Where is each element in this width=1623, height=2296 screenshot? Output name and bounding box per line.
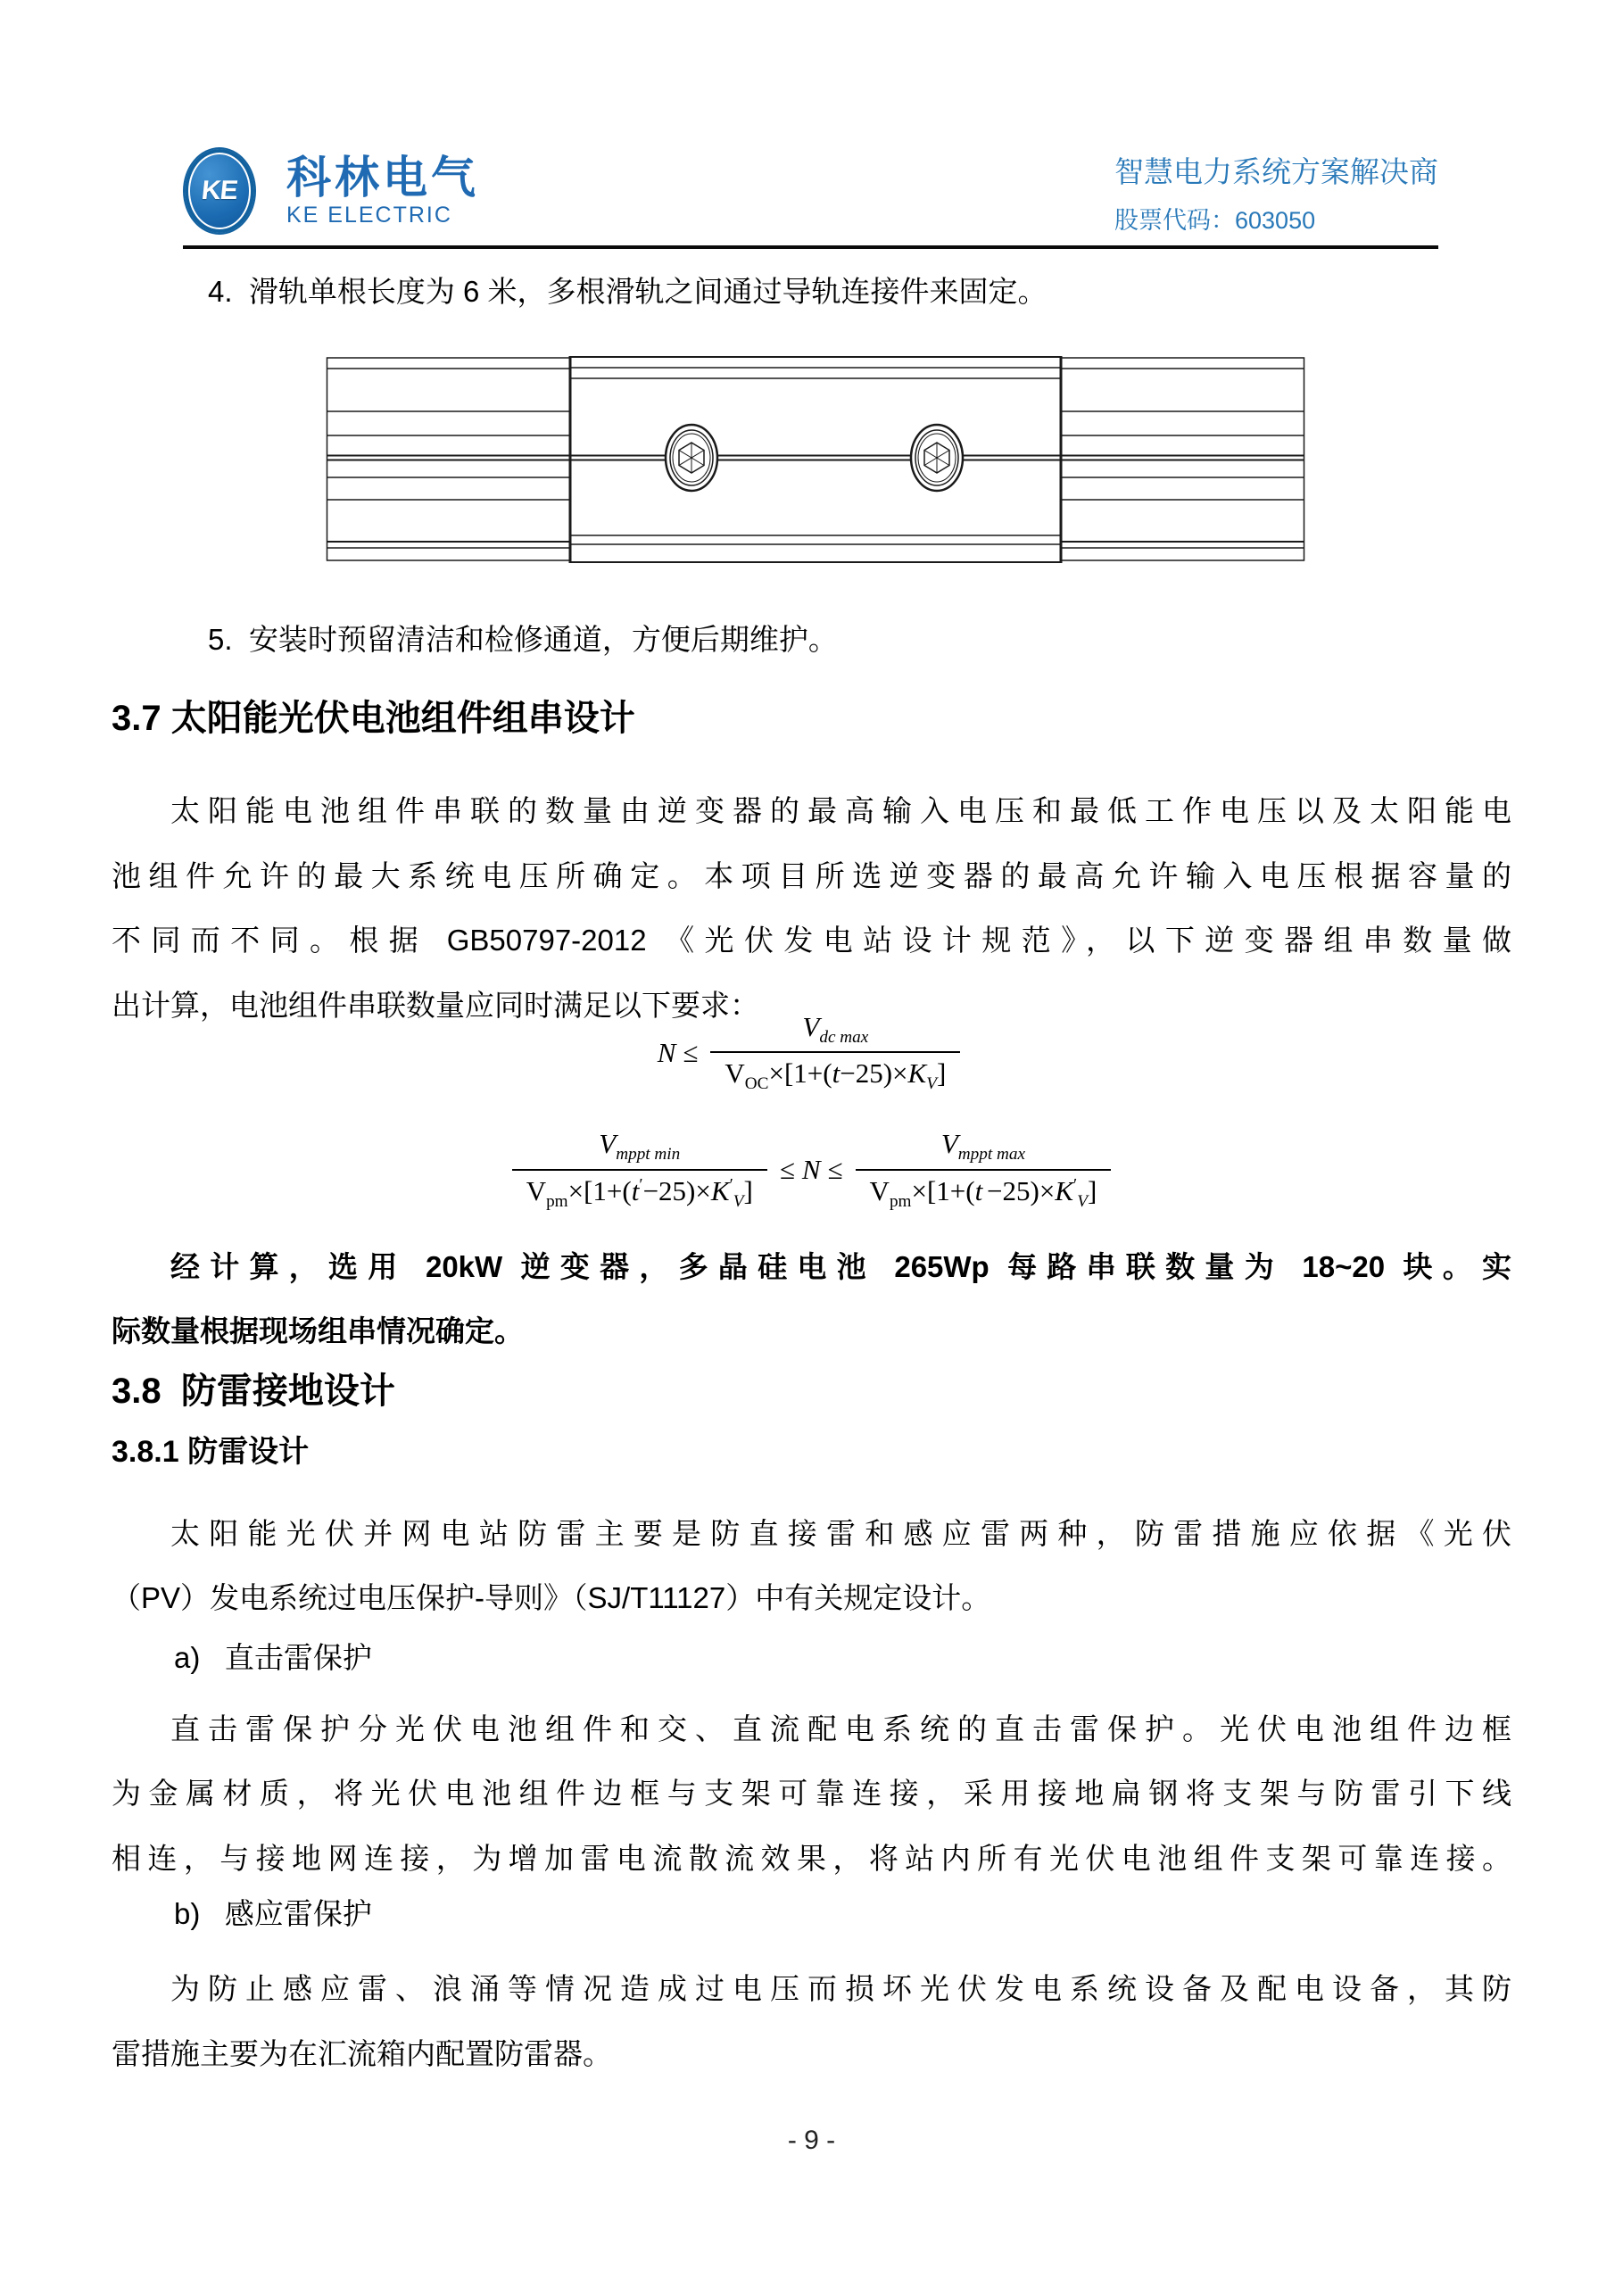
fraction-denominator: $V_{OC}\times[1+(t-25)\times K_V]$ — [710, 1051, 960, 1094]
paragraph-line: 雷措施主要为在汇流箱内配置防雷器。 — [112, 2036, 612, 2070]
section-title-3-8: 3.8 防雷接地设计 — [112, 1371, 395, 1411]
section-title-3-8-1: 3.8.1 防雷设计 — [112, 1434, 310, 1469]
paragraph-line: 为防止感应雷、浪涌等情况造成过电压而损坏光伏发电系统设备及配电设备，其防 — [170, 1972, 1511, 2006]
list-item-5: 5. 安装时预留清洁和检修通道，方便后期维护。 — [208, 623, 838, 656]
paragraph-line: 际数量根据现场组串情况确定。 — [112, 1314, 524, 1348]
math-operator: ≤ — [779, 1154, 795, 1186]
brand-name-en: KE ELECTRIC — [286, 202, 452, 228]
list-item-a: a) 直击雷保护 — [174, 1640, 372, 1674]
math-var: N — [657, 1036, 676, 1068]
page-header — [183, 147, 1438, 249]
list-item-b: b) 感应雷保护 — [174, 1897, 372, 1931]
fraction-numerator: $V_{dc max}$ — [802, 1011, 869, 1048]
page-number: - 9 - — [787, 2126, 836, 2156]
paragraph-line: 不同而不同。根据 GB50797-2012 《光伏发电站设计规范》，以下逆变器组串数量做 — [112, 924, 1511, 957]
paragraph-line: （PV）发电系统过电压保护-导则》（SJ/T11127）中有关规定设计。 — [112, 1581, 991, 1615]
ke-logo-icon — [183, 147, 256, 235]
paragraph-3-8-1 — [112, 1502, 1511, 1631]
fraction-numerator: $V_{mppt min}$ — [599, 1128, 681, 1165]
section-title-3-7: 3.7 太阳能光伏电池组件组串设计 — [112, 699, 635, 738]
logo-text — [286, 154, 479, 228]
paragraph-line: 太阳能电池组件串联的数量由逆变器的最高输入电压和最低工作电压以及太阳能电 — [170, 794, 1511, 827]
paragraph-line: 相连，与接地网连接，为增加雷电流散流效果，将站内所有光伏电池组件支架可靠连接。 — [112, 1841, 1511, 1875]
math-operator: ≤ — [683, 1036, 699, 1068]
conclusion-paragraph — [112, 1235, 1511, 1364]
paragraph-line: 直击雷保护分光伏电池组件和交、直流配电系统的直击雷保护。光伏电池组件边框 — [170, 1712, 1511, 1745]
paragraph-line: 经计算，选用 20kW 逆变器，多晶硅电池 265Wp 每路串联数量为 18~20 块。实 — [170, 1249, 1511, 1283]
fraction-denominator: $V_{pm}\times[1+(t'-25)\times K'_V]$ — [512, 1169, 767, 1212]
paragraph-line: 为金属材质，将光伏电池组件边框与支架可靠连接，采用接地扁钢将支架与防雷引下线 — [112, 1777, 1511, 1811]
formula-series-count-range — [112, 1128, 1511, 1211]
header-right-block — [1114, 154, 1438, 236]
math-fraction — [856, 1128, 1112, 1211]
list-item-4: 4. 滑轨单根长度为 6 米，多根滑轨之间通过导轨连接件来固定。 — [208, 275, 1047, 308]
paragraph-induced-lightning — [112, 1957, 1511, 2086]
rail-connector-drawing — [326, 356, 1305, 563]
paragraph-3-7 — [112, 779, 1511, 1038]
company-tagline: 智慧电力系统方案解决商 — [1114, 155, 1438, 188]
bolt-icon — [911, 425, 963, 491]
paragraph-line: 出计算，电池组件串联数量应同时满足以下要求： — [112, 988, 759, 1022]
math-var: N — [801, 1154, 821, 1186]
math-fraction — [710, 1011, 960, 1094]
fraction-numerator: $V_{mppt max}$ — [940, 1128, 1025, 1165]
logo-monogram: KE — [200, 176, 239, 205]
paragraph-direct-lightning — [112, 1697, 1511, 1892]
company-logo — [183, 147, 479, 235]
fraction-denominator: $V_{pm}\times[1+(t -25)\times K'_V]$ — [856, 1169, 1112, 1212]
math-fraction — [512, 1128, 767, 1211]
brand-name-cn: 科林电气 — [286, 152, 479, 203]
paragraph-line: 太阳能光伏并网电站防雷主要是防直接雷和感应雷两种，防雷措施应依据《光伏 — [170, 1516, 1511, 1550]
paragraph-line: 池组件允许的最大系统电压所确定。本项目所选逆变器的最高允许输入电压根据容量的 — [112, 858, 1511, 892]
bolt-icon — [666, 425, 717, 491]
math-operator: ≤ — [827, 1154, 843, 1186]
stock-code: 股票代码：603050 — [1114, 207, 1316, 234]
